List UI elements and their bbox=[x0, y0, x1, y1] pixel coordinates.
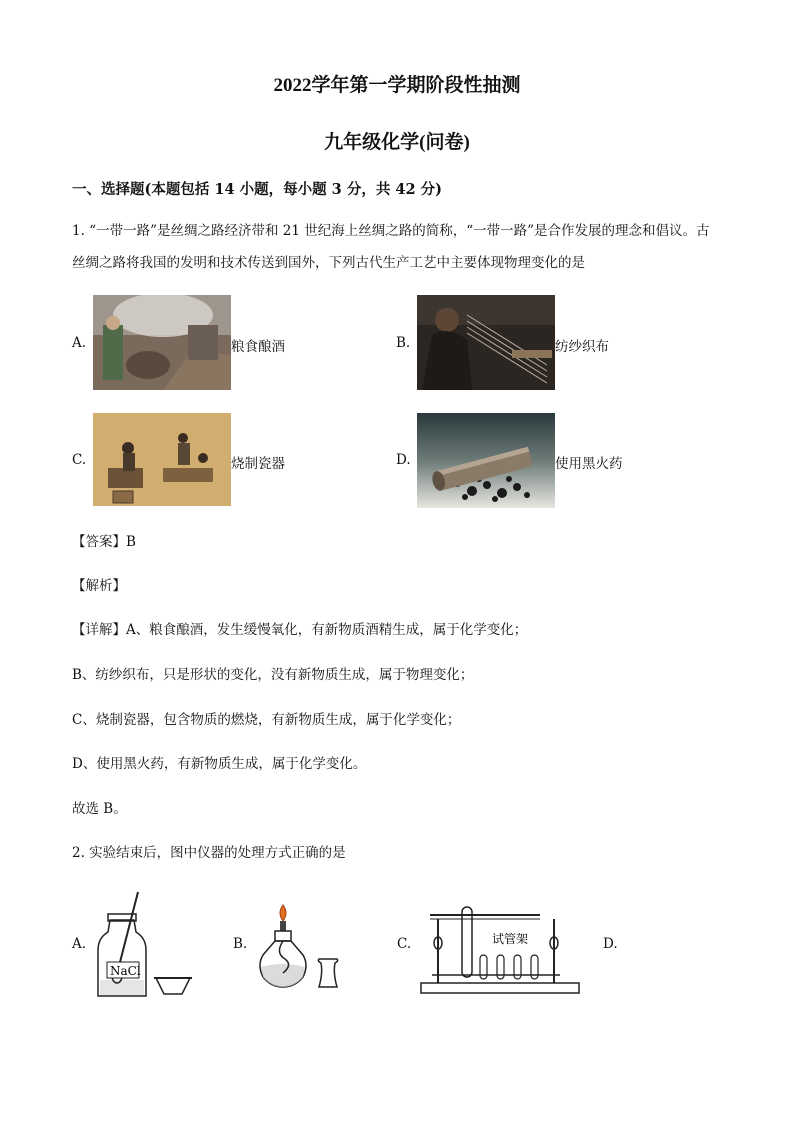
q1-stem-line2: 丝绸之路将我国的发明和技术传送到国外，下列古代生产工艺中主要体现物理变化的是 bbox=[72, 255, 585, 271]
section-heading: 一、选择题(本题包括 14 小题，每小题 3 分，共 42 分) bbox=[72, 181, 442, 198]
porcelain-painting bbox=[93, 413, 231, 506]
rack-label: 试管架 bbox=[492, 932, 529, 946]
q1-option-d-letter: D. bbox=[396, 452, 411, 468]
detail-line-a bbox=[72, 620, 527, 640]
q1-option-b-text: 纺纱织布 bbox=[555, 339, 609, 355]
q2-option-b-letter: B. bbox=[233, 936, 248, 952]
q1-option-c-text: 烧制瓷器 bbox=[231, 456, 285, 472]
q1-option-d-text: 使用黑火药 bbox=[555, 456, 623, 472]
answer-value: B bbox=[126, 534, 136, 550]
detail-text-a: A、粮食酿酒，发生缓慢氧化，有新物质酒精生成，属于化学变化； bbox=[126, 622, 528, 638]
test-tube-rack-figure bbox=[418, 903, 583, 996]
answer-tag: 【答案】 bbox=[72, 534, 126, 550]
q1-option-c-letter: C. bbox=[72, 452, 87, 468]
gunpowder-photo bbox=[417, 413, 555, 508]
detail-line-c: C、烧制瓷器，包含物质的燃烧，有新物质生成，属于化学变化； bbox=[72, 712, 461, 728]
q2-option-c-letter: C. bbox=[397, 936, 412, 952]
detail-tag: 【详解】 bbox=[72, 622, 126, 638]
q2-option-a-letter: A. bbox=[72, 936, 87, 952]
q2-stem: 2. 实验结束后，图中仪器的处理方式正确的是 bbox=[72, 845, 346, 861]
detail-line-d: D、使用黑火药，有新物质生成，属于化学变化。 bbox=[72, 756, 367, 772]
detail-line-b: B、纺纱织布，只是形状的变化，没有新物质生成，属于物理变化； bbox=[72, 667, 474, 683]
analysis-tag: 【解析】 bbox=[72, 578, 126, 594]
page-subtitle: 九年级化学(问卷) bbox=[324, 132, 470, 153]
alcohol-lamp-figure bbox=[253, 903, 353, 995]
q1-option-b-letter: B. bbox=[396, 335, 411, 351]
reagent-bottle-figure bbox=[90, 890, 200, 1002]
conclusion-line: 故选 B。 bbox=[72, 801, 127, 817]
nacl-label: NaCl bbox=[110, 964, 141, 978]
q1-answer bbox=[72, 532, 136, 552]
page-title: 2022学年第一学期阶段性抽测 bbox=[273, 75, 521, 96]
q1-option-a-letter: A. bbox=[72, 335, 87, 351]
q2-option-d-letter: D. bbox=[603, 936, 618, 952]
weaving-photo bbox=[417, 295, 555, 390]
q1-stem-line1: 1. “一带一路”是丝绸之路经济带和 21 世纪海上丝绸之路的简称，“一带一路”是合作发展的理念和倡议。古 bbox=[72, 223, 710, 239]
q1-option-a-text: 粮食酿酒 bbox=[231, 339, 285, 355]
brewing-photo bbox=[93, 295, 231, 390]
